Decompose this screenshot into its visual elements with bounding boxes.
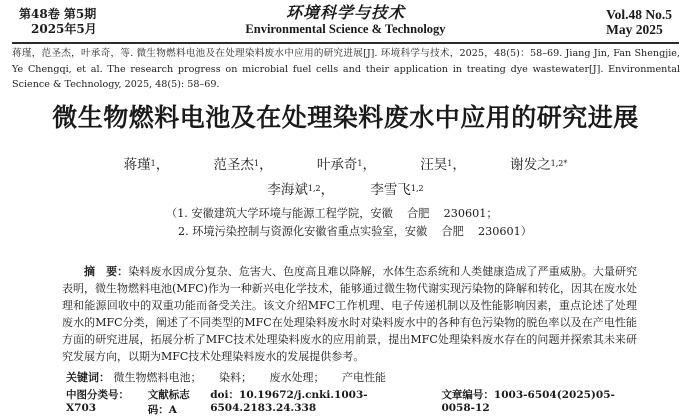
journal-header: [0, 0, 691, 44]
journal-name-en: Environmental Science & Technology: [245, 22, 446, 36]
article-meta: [66, 387, 636, 417]
journal-logo: 环境科学与技术: [285, 3, 405, 22]
header-rule: [12, 42, 679, 44]
author-list: [0, 153, 691, 178]
paper-title: 微生物燃料电池及在处理染料废水中应用的研究进展: [52, 103, 639, 132]
affiliation-1: （1. 安徽建筑大学环境与能源工程学院，安徽 合肥 230601；: [166, 207, 498, 220]
author: 李雪飞$^{1,2}$: [370, 182, 424, 198]
volume-cn: 第48卷 第5期: [19, 7, 97, 21]
header-right: [606, 7, 672, 37]
keyword: 产电性能: [342, 371, 386, 384]
affiliations: [166, 205, 532, 241]
date-en: May 2025: [606, 22, 663, 37]
abstract-label: 摘 要：: [84, 265, 129, 278]
abstract: [62, 263, 637, 365]
author: 叶承奇$^1$，: [316, 157, 376, 173]
author: 汪昊$^1$，: [420, 157, 466, 173]
article-number: 文章编号：1003-6504(2025)05-0058-12: [441, 389, 615, 414]
keyword: 废水处理；: [269, 371, 325, 384]
author: 谢发之$^{1,2*}$: [510, 157, 568, 173]
author: 蒋瑾$^1$，: [123, 157, 170, 173]
affiliation-2: 2. 环境污染控制与资源化安徽省重点实验室，安徽 合肥 230601）: [178, 225, 532, 238]
date-cn: 2025年5月: [31, 22, 97, 36]
clc-number: 中图分类号：X703: [66, 389, 129, 414]
document-code: 文献标志码：A: [147, 389, 190, 416]
author: 范圣杰$^1$，: [213, 157, 273, 173]
abstract-text: 染料废水因成分复杂、危害大、色度高且难以降解，水体生态系统和人类健康造成了严重威胁。大量研究表明，微生物燃料电池(MFC)作为一种新兴电化学技术，能够通过微生物代谢实现污染物的降解和转化，因其在废水处理和能源回收中的双重功能而备受关注。该文介绍MFC工作机理、电子传递机制以及性能影响因素，重点论述了处理废水的MFC分类，阐述了不同类型的MFC在处理染料废水时对染料废水中的各种有色污染物的脱色率以及在产电性能方面的研究进展，拓展分析了MFC技术处理染料废水的应用前景，提出MFC处理染料废水存在的问题并探索其未来研究发展方向，以期为MFC技术处理染料废水的发展提供参考。: [62, 265, 638, 363]
keywords-label: 关键词：: [66, 371, 110, 384]
keywords: [66, 369, 400, 385]
keyword: 微生物燃料电池；: [113, 371, 202, 384]
header-center: [0, 4, 691, 37]
author: 李海斌$^{1,2}$，: [267, 182, 335, 198]
citation: 蒋瑾，范圣杰，叶承奇，等. 微生物燃料电池及在处理染料废水中应用的研究进展[J]. 环境科学与技术，2025，48(5)：58–69. Jiang Jin, Fan Shengjie, Ye Chengqi, et al. The research progress on microbial fuel cells and their application in treating dye wastewater[J]. Environmental Science & Technology, 2025, 48(5): 58–69.: [12, 48, 680, 90]
keyword: 染料；: [219, 371, 252, 384]
doi: doi：10.19672/j.cnki.1003-6504.2183.24.338: [210, 389, 368, 414]
volume-en: Vol.48 No.5: [606, 7, 672, 22]
author-list-line2: [0, 178, 691, 203]
